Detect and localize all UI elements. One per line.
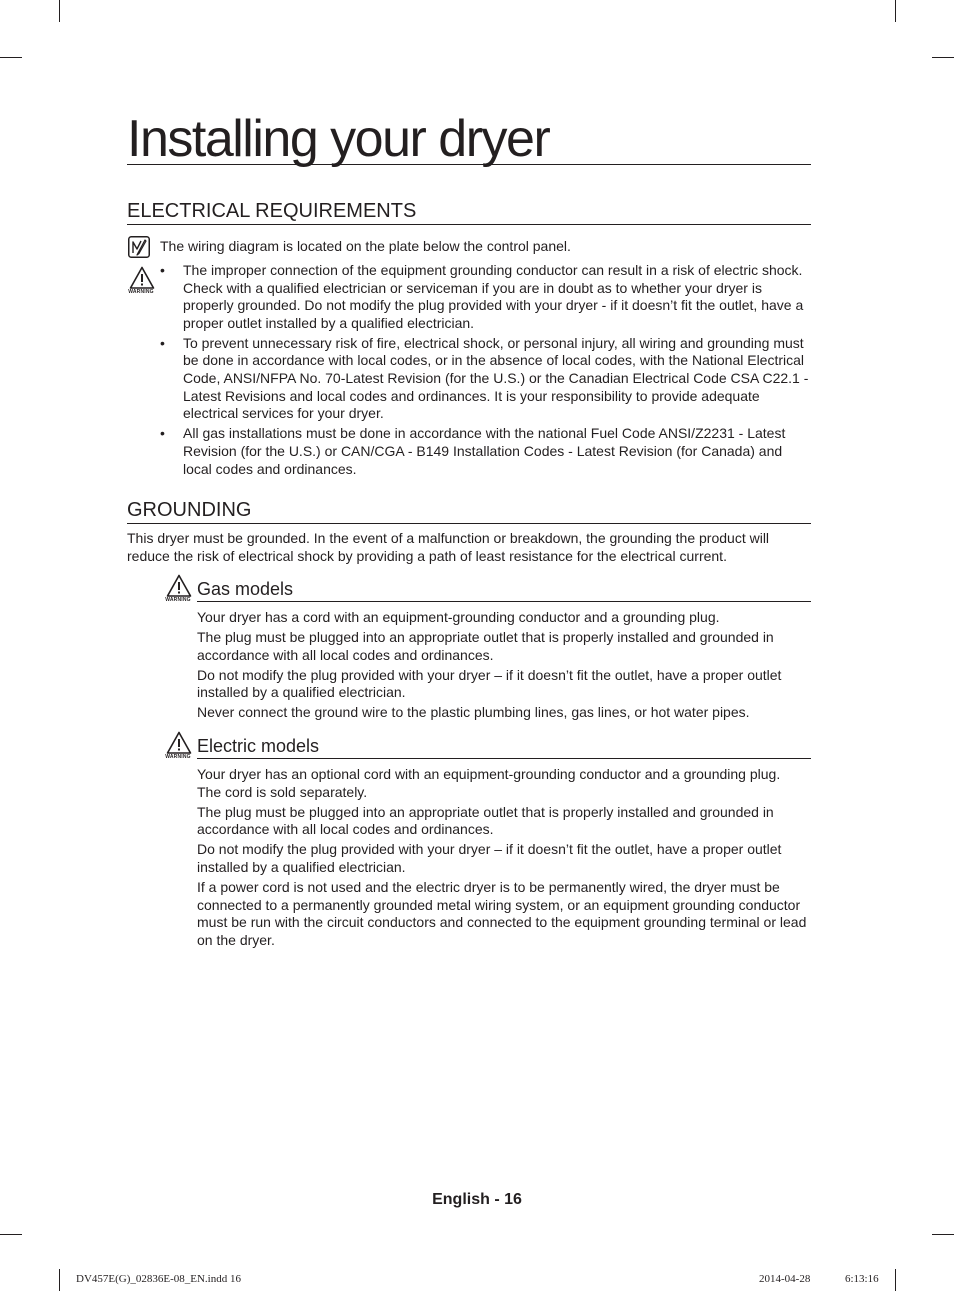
- page-title: Installing your dryer: [127, 112, 811, 165]
- section-heading-grounding: GROUNDING: [127, 498, 811, 524]
- warning-icon: [163, 731, 193, 761]
- note-icon: [128, 236, 150, 258]
- gas-models-text: [197, 609, 807, 725]
- page-number: English - 16: [432, 1191, 522, 1208]
- paragraph: The plug must be plugged into an appropriate outlet that is properly installed and grounded in accordance with all local codes and ordinances.: [197, 803, 774, 838]
- paragraph: The plug must be plugged into an appropriate outlet that is properly installed and grounded in accordance with all local codes and ordinances.: [197, 629, 774, 663]
- warning-label: WARNING: [165, 754, 191, 760]
- electric-models-text: [197, 766, 807, 952]
- list-item: • All gas installations must be done in accordance with the national Fuel Code ANSI/Z2231 - Latest Revision (for the U.S.) or CAN/CGA - B149 Installation Codes - Latest Revision (for Canada) and local codes and ordinances.: [160, 425, 812, 478]
- paragraph: Your dryer has a cord with an equipment-grounding conductor and a grounding plug.: [197, 609, 720, 625]
- sub-heading-gas-models: Gas models: [197, 578, 811, 602]
- crop-mark: [932, 1234, 954, 1235]
- note-text: The wiring diagram is located on the plate below the control panel.: [160, 238, 571, 254]
- file-slug: DV457E(G)_02836E-08_EN.indd 16: [76, 1273, 241, 1285]
- crop-mark: [59, 1269, 60, 1291]
- paragraph: Your dryer has an optional cord with an equipment-grounding conductor and a grounding plug. The cord is sold separately.: [197, 766, 781, 800]
- warning-label: WARNING: [128, 289, 154, 295]
- warning-icon: [163, 574, 193, 604]
- crop-mark: [932, 57, 954, 58]
- paragraph: Do not modify the plug provided with your dryer – if it doesn’t fit the outlet, have a proper outlet installed by a qualified electrician.: [197, 666, 782, 701]
- crop-mark: [0, 57, 22, 58]
- crop-mark: [895, 1269, 896, 1291]
- crop-mark: [59, 0, 60, 22]
- paragraph: If a power cord is not used and the electric dryer is to be permanently wired, the dryer must be connected to a permanently grounded metal wiring system, or an equipment grounding conductor must be run with the circuit conductors and connected to the equipment grounding terminal or lead on the dryer.: [197, 879, 807, 948]
- grounding-intro: This dryer must be grounded. In the event of a malfunction or breakdown, the grounding the product will reduce the risk of electrical shock by providing a path of least resistance for the electrical current.: [127, 530, 770, 564]
- paragraph: Do not modify the plug provided with your dryer – if it doesn’t fit the outlet, have a proper outlet installed by a qualified electrician.: [197, 841, 782, 875]
- electrical-bullet-list: [160, 262, 812, 481]
- crop-mark: [0, 1234, 22, 1235]
- list-item: • The improper connection of the equipment grounding conductor can result in a risk of electric shock. Check with a qualified electrician or serviceman if you are in doubt as to whether your dryer is properly grounded. Do not modify the plug provided with your dryer - if it doesn’t fit the outlet, have a proper outlet installed by a qualified electrician.: [160, 262, 812, 332]
- warning-label: WARNING: [165, 597, 191, 603]
- list-item: • To prevent unnecessary risk of fire, electrical shock, or personal injury, all wiring and grounding must be done in accordance with local codes, or in the absence of local codes, with the National Electrical Code, ANSI/NFPA No. 70-Latest Revision (for the U.S.) or the Canadian Electrical Code CSA C22.1 - Latest Revisions and local codes and ordinances. It is your responsibility to provide adequate electrical services for your dryer.: [160, 335, 812, 423]
- sub-heading-electric-models: Electric models: [197, 735, 811, 759]
- section-heading-electrical: ELECTRICAL REQUIREMENTS: [127, 199, 811, 225]
- paragraph: Never connect the ground wire to the plastic plumbing lines, gas lines, or hot water pipes.: [197, 704, 750, 721]
- print-time: 6:13:16: [845, 1273, 879, 1285]
- crop-mark: [895, 0, 896, 22]
- print-date: 2014-04-28: [759, 1273, 811, 1285]
- warning-icon: [126, 266, 156, 296]
